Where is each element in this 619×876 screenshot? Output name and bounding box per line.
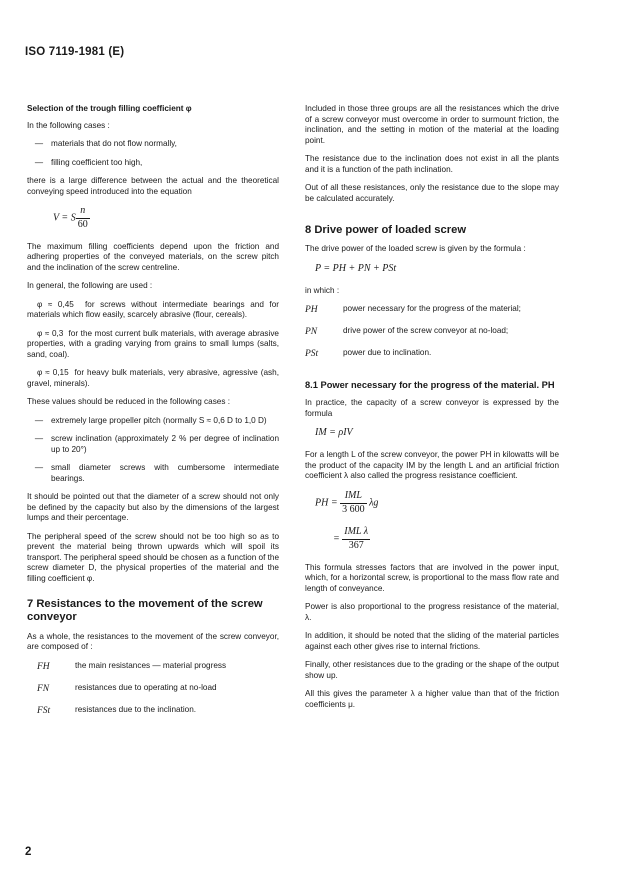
reduce-item: — screw inclination (approximately 2 % per degree of inclination up to 20°) xyxy=(34,434,279,454)
peripheral-speed-paragraph: The peripheral speed of the screw should not be too high so as to prevent the material being thrown upwards which will spoil its transport. The peripheral speed should be chosen as a function of the screw diameter D, the physical properties of the material and the filling coefficient φ. xyxy=(27,531,280,583)
proportional-paragraph: Power is also proportional to the progress resistance of the material, λ. xyxy=(305,602,559,622)
power-definition: PH power necessary for the progress of the material; xyxy=(305,304,521,316)
section-8-1-heading: 8.1 Power necessary for the progress of the material. PH xyxy=(305,380,555,391)
addition-paragraph: In addition, it should be noted that the sliding of the material particles against each other gives rise to internal frictions. xyxy=(305,631,559,651)
capacity-equation: IM = ρIV xyxy=(315,427,353,439)
in-which-label: in which : xyxy=(305,285,340,295)
stresses-paragraph: This formula stresses factors that are involved in the power input, which, for a horizontal screw, is proportional to the mass flow rate and length of conveyance. xyxy=(305,562,559,593)
trough-filling-subheading: Selection of the trough filling coefficient φ xyxy=(27,104,192,113)
right-column xyxy=(305,104,559,718)
inclination-paragraph: The resistance due to the inclination does not exist in all the plants and it is a function of the path inclination. xyxy=(305,154,559,174)
resistance-definition: FSt resistances due to the inclination. xyxy=(37,704,197,716)
cases-intro: In the following cases : xyxy=(27,120,110,130)
speed-equation: V = S $\frac{n}{60}$ xyxy=(53,205,88,230)
phi-item: φ ≈ 0,15 for heavy bulk materials, very abrasive, agressive (ash, gravel, minerals). xyxy=(27,368,279,388)
slope-paragraph: Out of all these resistances, only the resistance due to the slope may be calculated accurately. xyxy=(305,183,559,203)
phi-item: φ ≈ 0,3 for the most current bulk materials, with average abrasive properties, with a grading varying from grains to small lumps (salts, sand, coal). xyxy=(27,328,279,359)
reduce-item: — small diameter screws with cumbersome intermediate bearings. xyxy=(34,463,279,483)
section-7-intro: As a whole, the resistances to the movement of the screw conveyor, are composed of : xyxy=(27,631,279,652)
difference-paragraph: there is a large difference between the actual and the theoretical conveying speed introduced into the equation xyxy=(27,176,279,196)
phi-item: φ ≈ 0,45 for screws without intermediate bearings and for materials which flow easily, scarcely abrasive (flour, cereals). xyxy=(27,299,279,320)
power-definition: PN drive power of the screw conveyor at no-load; xyxy=(305,326,509,338)
case-item: — materials that do not flow normally, xyxy=(34,139,177,148)
diameter-paragraph: It should be pointed out that the diameter of a screw should not only be defined by the capacity but also by the dimensions of the largest lumps and their percentage. xyxy=(27,492,279,523)
section-8-heading: 8 Drive power of loaded screw xyxy=(305,224,467,236)
reduce-item: — extremely large propeller pitch (normally S ≈ 0,6 D to 1,0 D) xyxy=(34,415,267,425)
finally-paragraph: Finally, other resistances due to the grading or the shape of the output show up. xyxy=(305,660,559,680)
document-header: ISO 7119-1981 (E) xyxy=(25,46,125,58)
ph-equation-simplified: = $\frac{\text{IML λ}}{367}$ xyxy=(333,526,369,552)
practice-paragraph: In practice, the capacity of a screw conveyor is expressed by the formula xyxy=(305,398,559,418)
reduce-intro: These values should be reduced in the following cases : xyxy=(27,397,230,407)
length-paragraph: For a length L of the screw conveyor, the power PH in kilowatts will be the product of the capacity IM by the length L and an artificial friction coefficient λ also called the progress resistance coefficient. xyxy=(305,450,559,481)
case-item: — filling coefficient too high, xyxy=(34,157,143,167)
ph-equation: PH = $\frac{\text{IML}}{3 600}$ λg xyxy=(315,489,379,515)
max-filling-paragraph: The maximum filling coefficients depend upon the friction and adhering properties of the conveyed materials, on the screw pitch and the inclination of the screw centreline. xyxy=(27,241,279,272)
resistance-definition: FN resistances due to operating at no-load xyxy=(37,682,217,694)
left-column xyxy=(27,104,279,727)
page-number: 2 xyxy=(25,846,32,858)
resistance-definition: FH the main resistances — material progress xyxy=(37,660,227,672)
general-intro: In general, the following are used : xyxy=(27,281,153,291)
section-7-heading: 7 Resistances to the movement of the screw conveyor xyxy=(27,598,263,624)
gives-paragraph: All this gives the parameter λ a higher value than that of the friction coefficients μ. xyxy=(305,689,559,709)
power-equation: P = PH + PN + PSt xyxy=(315,262,397,274)
section-8-intro: The drive power of the loaded screw is given by the formula : xyxy=(305,244,526,254)
included-paragraph: Included in those three groups are all the resistances which the drive of a screw conveyor must overcome in order to surmount friction, the inclination, and the setting in motion of the material at the loading point. xyxy=(305,104,559,145)
power-definition: PSt power due to inclination. xyxy=(305,348,432,360)
